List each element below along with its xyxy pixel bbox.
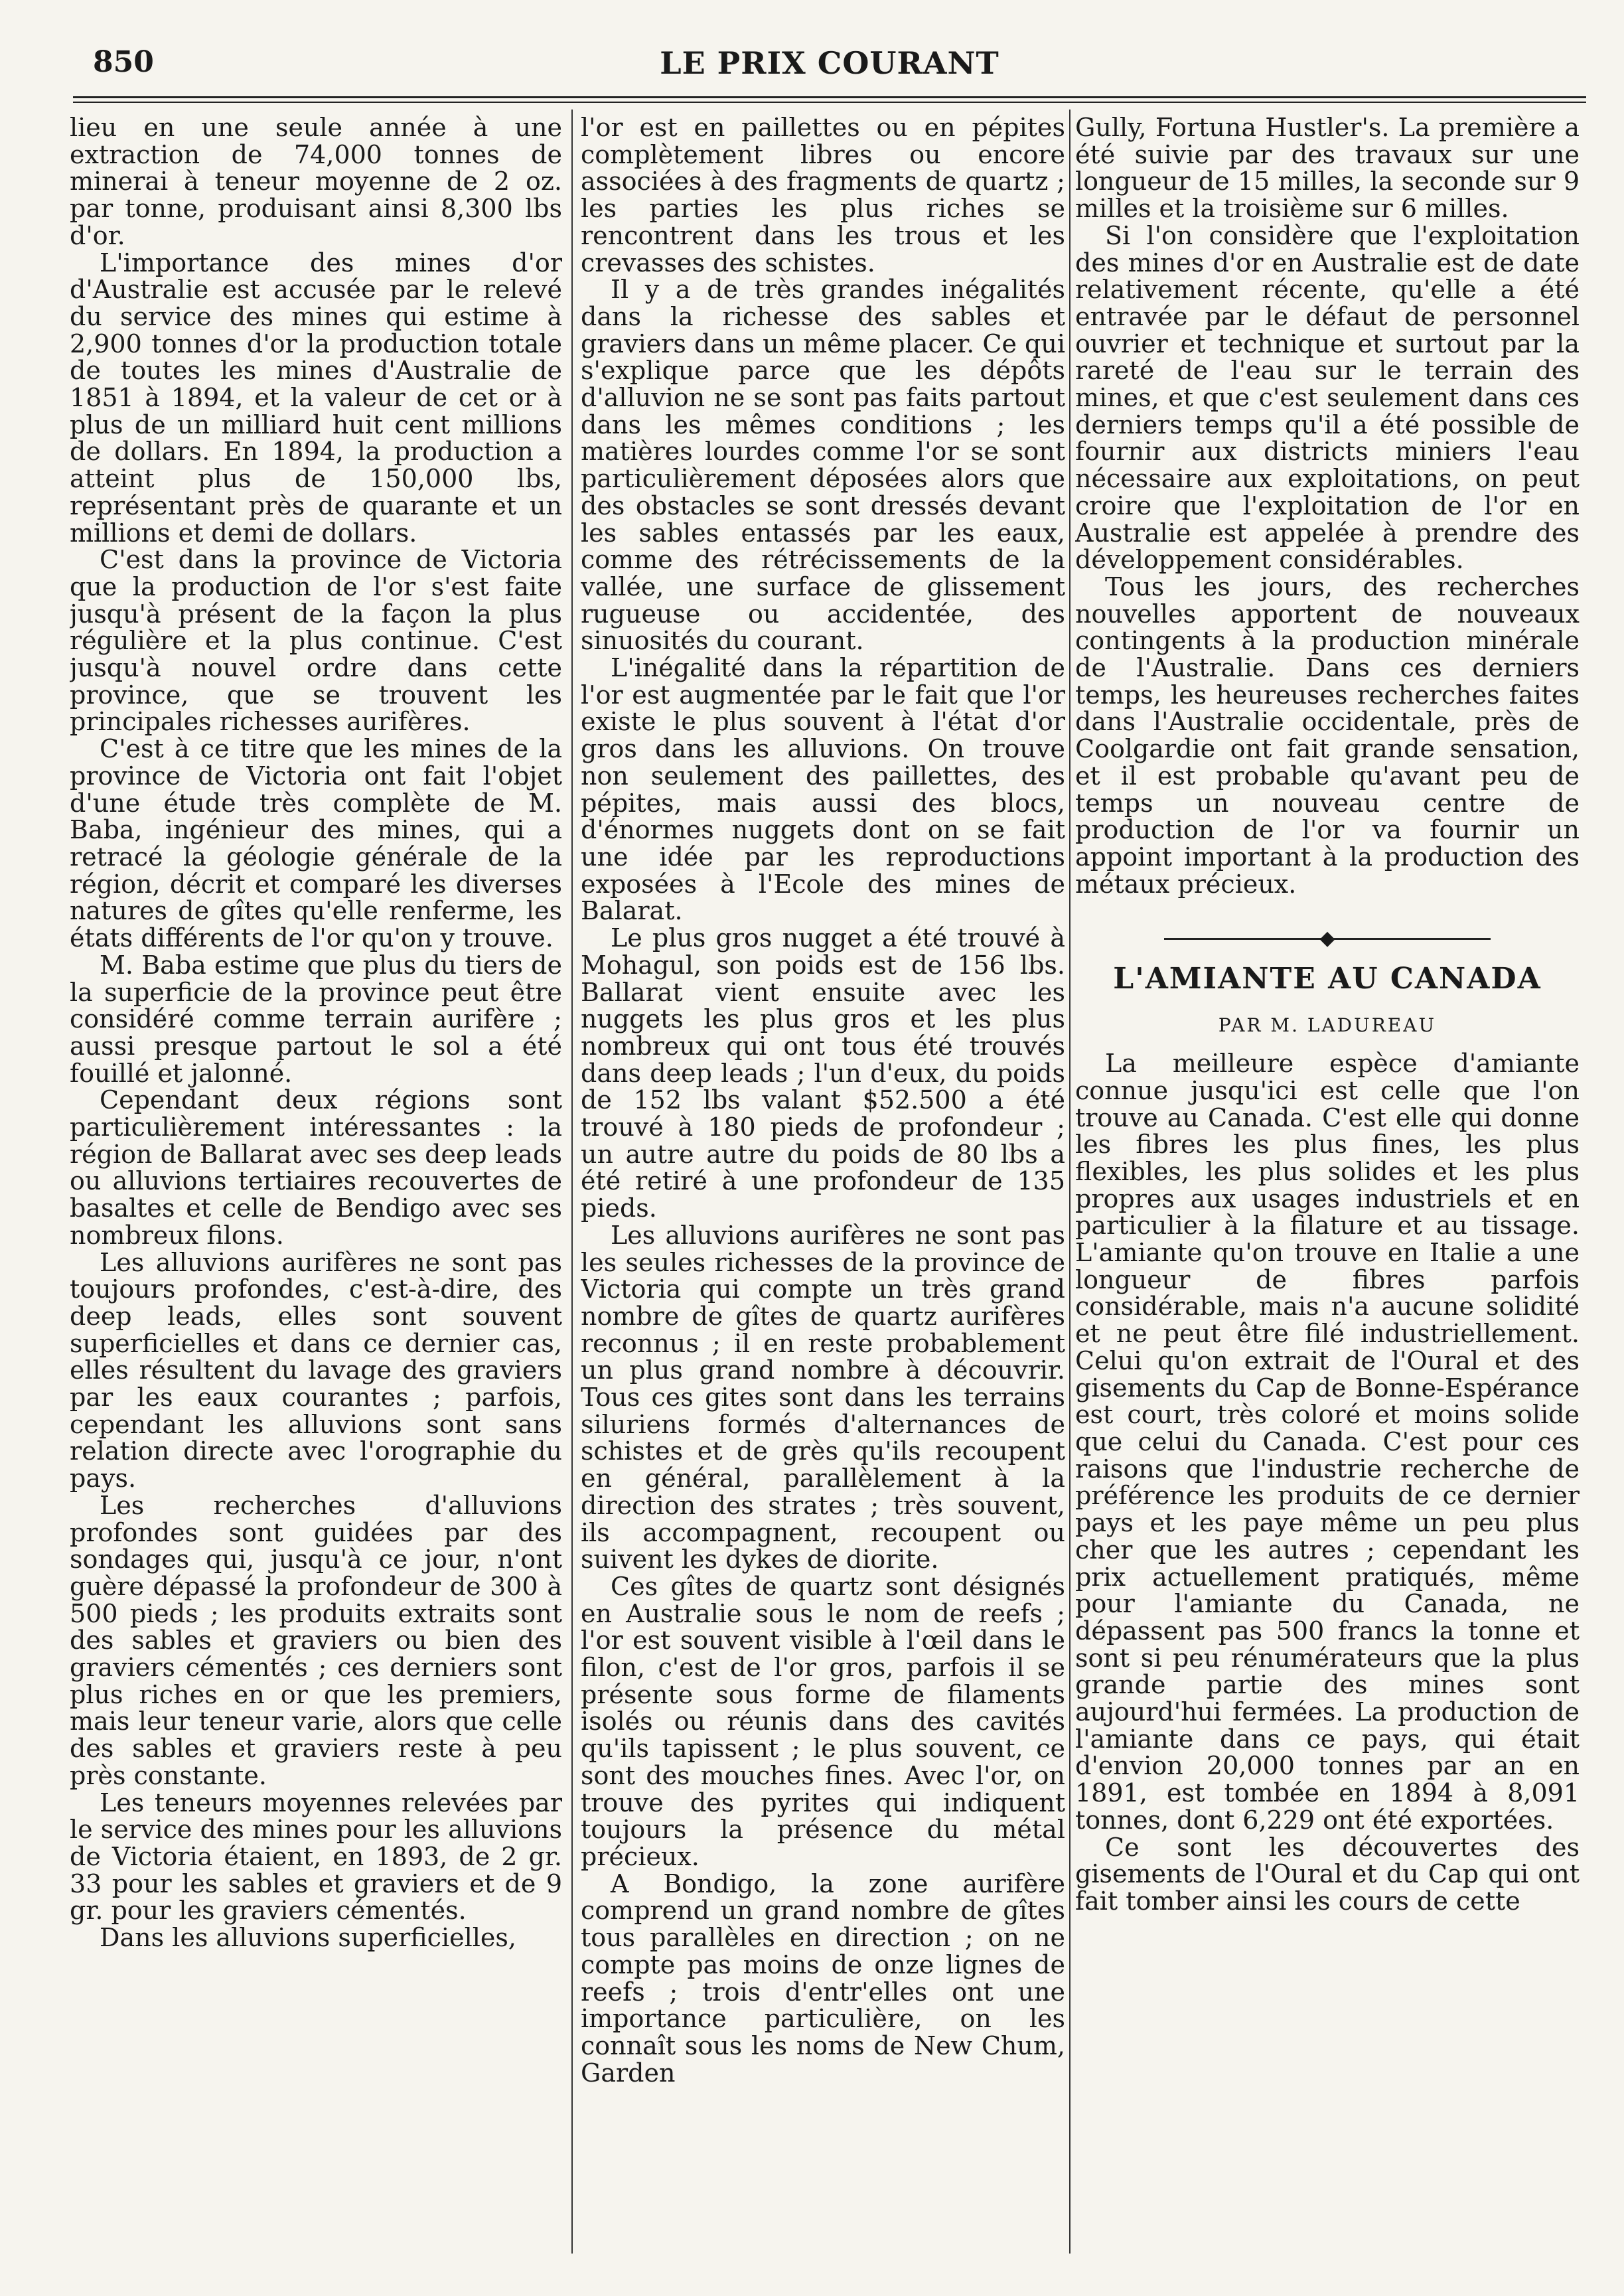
paragraph: L'importance des mines d'or d'Australie est accusée par le relevé du service des mines qui estime à 2,900 tonnes d'or la production totale de toutes les mines d'Australie de 1851 à 1894, et la valeur de cet or à plus de un milliard huit cent millions de dollars. En 1894, la production a atteint plus de 150,000 lbs, représentant près de quarante et un millions et demi de dollars.	[70, 248, 562, 548]
column-2	[581, 114, 1065, 2265]
paragraph: Ce sont les découvertes des gisements de l'Oural et du Cap qui ont fait tomber ainsi les cours de cette	[1075, 1832, 1580, 1916]
column-divider-1	[571, 110, 573, 2254]
paragraph: L'inégalité dans la répartition de l'or est augmentée par le fait que l'or existe le plus souvent à l'état d'or gros dans les alluvions. On trouve non seulement des paillettes, des pépites, mais aussi des blocs, d'énormes nuggets dont on se fait une idée par les reproductions exposées à l'Ecole des mines de Balarat.	[581, 653, 1065, 926]
page-header	[73, 33, 1586, 93]
paragraph: La meilleure espèce d'amiante connue jusqu'ici est celle que l'on trouve au Canada. C'est elle qui donne les fibres les plus fines, les plus flexibles, les plus solides et les plus propres aux usages industriels et en particulier à la filature et au tissage. L'amiante qu'on trouve en Italie a une longueur de fibres parfois considérable, mais n'a aucune solidité et ne peut être filé industriellement. Celui qu'on extrait de l'Oural et des gisements du Cap de Bonne-Espérance est court, très coloré et moins solide que celui du Canada. C'est pour ces raisons que l'industrie recherche de préférence les produits de ce dernier pays et les paye même un peu plus cher que les autres ; cependant les prix actuellement pratiqués, même pour l'amiante du Canada, ne dépassent pas 500 francs la tonne et sont si peu rénumérateurs que la plus grande partie des mines sont aujourd'hui fermées. La production de l'amiante dans ce pays, qui était d'envion 20,000 tonnes par an en 1891, est tombée en 1894 à 8,091 tonnes, dont 6,229 ont été exportées.	[1075, 1049, 1580, 1835]
paragraph: Le plus gros nugget a été trouvé à Mohagul, son poids est de 156 lbs. Ballarat vient ensuite avec les nuggets les plus gros et les plus nombreux qui ont tous été trouvés dans deep leads ; l'un d'eux, du poids de 152 lbs valant $52.500 a été trouvé à 180 pieds de profondeur ; un autre autre du poids de 80 lbs a été retiré à une profondeur de 135 pieds.	[581, 923, 1065, 1223]
page-number: 850	[93, 45, 154, 79]
paragraph: Gully, Fortuna Hustler's. La première a été suivie par des travaux sur une longueur de 15 milles, la seconde sur 9 milles et la troisième sur 6 milles.	[1075, 114, 1580, 224]
header-rule	[73, 96, 1586, 98]
paragraph: Les alluvions aurifères ne sont pas toujours profondes, c'est-à-dire, des deep leads, elles sont souvent superficielles et dans ce dernier cas, elles résultent du lavage des graviers par les eaux courantes ; parfois, cependant les alluvions sont sans relation directe avec l'orographie du pays.	[70, 1247, 562, 1493]
page-title: LE PRIX COURANT	[660, 45, 999, 81]
column-3	[1075, 114, 1580, 2265]
paragraph: Tous les jours, des recherches nouvelles apportent de nouveaux contingents à la production minérale de l'Australie. Dans ces derniers temps, les heureuses recherches faites dans l'Australie occidentale, près de Coolgardie ont fait grande sensation, et il est probable qu'avant peu de temps un nouveau centre de production de l'or va fournir un appoint important à la production des métaux précieux.	[1075, 572, 1580, 899]
article-byline: PAR M. LADUREAU	[1218, 1014, 1437, 1037]
paragraph: Dans les alluvions superficielles,	[100, 1923, 516, 1953]
article-title: L'AMIANTE AU CANADA	[1113, 961, 1542, 996]
paragraph: M. Baba estime que plus du tiers de la superficie de la province peut être considéré comme terrain aurifère ; aussi presque partout le sol a été fouillé et jalonné.	[70, 950, 562, 1088]
section-ornament: ◆	[1075, 924, 1580, 952]
paragraph: Cependant deux régions sont particulièrement intéressantes : la région de Ballarat avec ses deep leads ou alluvions tertiaires recouvertes de basaltes et celle de Bendigo avec ses nombreux filons.	[70, 1085, 562, 1250]
column-divider-2	[1069, 110, 1070, 2254]
paragraph: Les recherches d'alluvions profondes sont guidées par des sondages qui, jusqu'à ce jour, n'ont guère dépassé la profondeur de 300 à 500 pieds ; les produits extraits sont des sables et graviers ou bien des graviers cémentés ; ces derniers sont plus riches en or que les premiers, mais leur teneur varie, alors que celle des sables et graviers reste à peu près constante.	[70, 1490, 562, 1790]
paragraph: Les teneurs moyennes relevées par le service des mines pour les alluvions de Victoria étaient, en 1893, de 2 gr. 33 pour les sables et graviers et de 9 gr. pour les graviers cémentés.	[70, 1788, 562, 1926]
paragraph: lieu en une seule année à une extraction de 74,000 tonnes de minerai à teneur moyenne de 2 oz. par tonne, produisant ainsi 8,300 lbs d'or.	[70, 114, 562, 250]
column-1	[70, 114, 562, 2265]
paragraph: A Bondigo, la zone aurifère comprend un grand nombre de gîtes tous parallèles en direction ; on ne compte pas moins de onze lignes de reefs ; trois d'entr'elles ont une importance particulière, on les connaît sous les noms de New Chum, Garden	[581, 1869, 1065, 2088]
paragraph: Ces gîtes de quartz sont désignés en Australie sous le nom de reefs ; l'or est souvent visible à l'œil dans le filon, c'est de l'or gros, parfois il se présente sous forme de filaments isolés ou réunis dans des cavités qu'ils tapissent ; le plus souvent, ce sont des mouches fines. Avec l'or, on trouve des pyrites qui indiquent toujours la présence du métal précieux.	[581, 1571, 1065, 1871]
paragraph: C'est dans la province de Victoria que la production de l'or s'est faite jusqu'à présent de la façon la plus régulière et la plus continue. C'est jusqu'à nouvel ordre dans cette province, que se trouvent les principales richesses aurifères.	[70, 545, 562, 737]
paragraph: C'est à ce titre que les mines de la province de Victoria ont fait l'objet d'une étude très complète de M. Baba, ingénieur des mines, qui a retracé la géologie générale de la région, décrit et comparé les diverses natures de gîtes qu'elle renferme, les états différents de l'or qu'on y trouve.	[70, 734, 562, 953]
paragraph: Il y a de très grandes inégalités dans la richesse des sables et graviers dans un même placer. Ce qui s'explique parce que les dépôts d'alluvion ne se sont pas faits partout dans les mêmes conditions ; les matières lourdes comme l'or se sont particulièrement déposées alors que des obstacles se sont dressés devant les sables entassés par les eaux, comme des rétrécissements de la vallée, une surface de glissement rugueuse ou accidentée, des sinuosités du courant.	[581, 275, 1065, 656]
paragraph: Si l'on considère que l'exploitation des mines d'or en Australie est de date relativement récente, qu'elle a été entravée par le défaut de personnel ouvrier et technique et surtout par la rareté de l'eau sur le terrain des mines, et que c'est seulement dans ces derniers temps qu'il a été possible de fournir aux districts miniers l'eau nécessaire aux exploitations, on peut croire que l'exploitation de l'or en Australie est appelée à prendre des développement considérables.	[1075, 220, 1580, 575]
paragraph: l'or est en paillettes ou en pépites complètement libres ou encore associées à des fragments de quartz ; les parties les plus riches se rencontrent dans les trous et les crevasses des schistes.	[581, 114, 1065, 277]
paragraph: Les alluvions aurifères ne sont pas les seules richesses de la province de Victoria qui compte un très grand nombre de gîtes de quartz aurifères reconnus ; il en reste probablement un plus grand nombre à découvrir. Tous ces gites sont dans les terrains siluriens formés d'alternances de schistes et de grès qu'ils recoupent en général, parallèlement à la direction des strates ; très souvent, ils accompagnent, recoupent ou suivent les dykes de diorite.	[581, 1220, 1065, 1574]
header-rule-thin	[73, 102, 1586, 103]
